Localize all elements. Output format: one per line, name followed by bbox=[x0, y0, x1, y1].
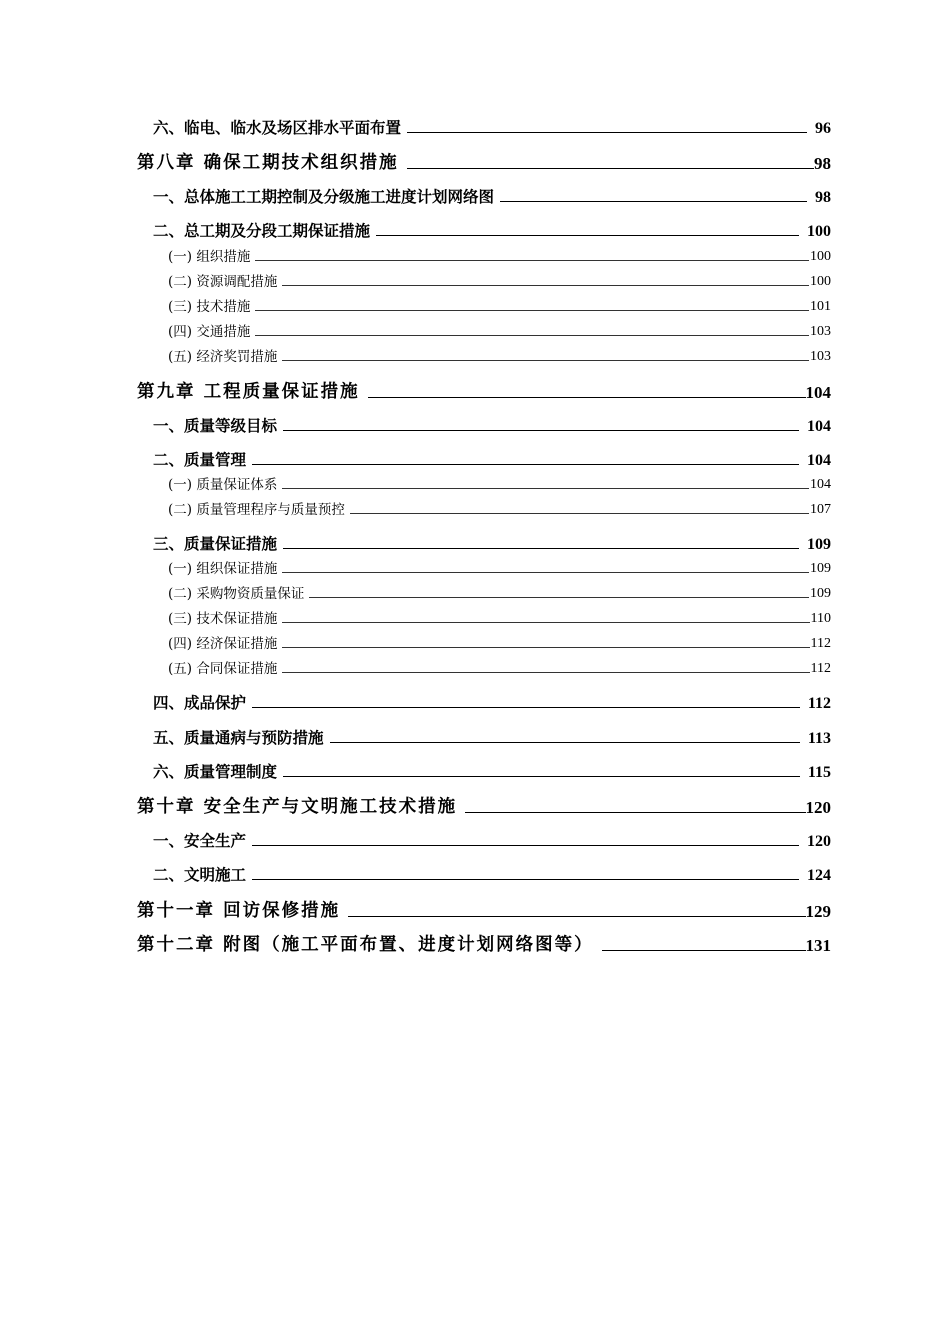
toc-leader-line bbox=[330, 742, 800, 743]
toc-leader-line bbox=[283, 430, 799, 431]
toc-entry[interactable] bbox=[137, 898, 831, 922]
toc-leader-line bbox=[309, 597, 809, 598]
toc-leader-line bbox=[282, 572, 809, 573]
toc-entry-title: 三、质量保证措施 bbox=[153, 535, 278, 553]
toc-leader-line bbox=[252, 464, 799, 465]
toc-entry-title: 一、安全生产 bbox=[153, 832, 247, 850]
toc-entry-title: 第十章 安全生产与文明施工技术措施 bbox=[137, 797, 458, 817]
toc-entry[interactable] bbox=[168, 583, 831, 602]
toc-leader-line bbox=[255, 260, 809, 261]
toc-entry[interactable] bbox=[168, 474, 831, 493]
toc-entry-title: (一) 质量保证体系 bbox=[168, 477, 278, 493]
toc-entry-title: 一、总体施工工期控制及分级施工进度计划网络图 bbox=[153, 188, 495, 206]
toc-entry-title: 二、文明施工 bbox=[153, 866, 247, 884]
toc-entry[interactable] bbox=[168, 558, 831, 577]
toc-entry[interactable] bbox=[168, 346, 831, 365]
toc-page-number: 109 bbox=[807, 536, 831, 553]
toc-leader-line bbox=[602, 950, 806, 951]
toc-entry-title: 第十一章 回访保修措施 bbox=[137, 901, 341, 921]
toc-page-number: 103 bbox=[810, 324, 831, 339]
toc-entry-title: 四、成品保护 bbox=[153, 694, 247, 712]
toc-leader-line bbox=[376, 235, 799, 236]
toc-leader-line bbox=[282, 360, 809, 361]
toc-entry[interactable] bbox=[168, 608, 831, 627]
toc-entry-title: (二) 资源调配措施 bbox=[168, 274, 278, 290]
toc-entry-title: 五、质量通病与预防措施 bbox=[153, 729, 324, 747]
toc-page-number: 100 bbox=[810, 249, 831, 264]
toc-entry[interactable] bbox=[168, 271, 831, 290]
toc-entry[interactable] bbox=[153, 691, 831, 713]
toc-entry[interactable] bbox=[153, 185, 831, 207]
toc-leader-line bbox=[282, 488, 809, 489]
toc-leader-line bbox=[252, 879, 799, 880]
toc-entry-title: 第十二章 附图（施工平面布置、进度计划网络图等） bbox=[137, 935, 594, 955]
toc-entry[interactable] bbox=[168, 658, 831, 677]
toc-entry[interactable] bbox=[153, 532, 831, 554]
toc-page-number: 104 bbox=[810, 477, 831, 492]
toc-entry[interactable] bbox=[168, 499, 831, 518]
toc-entry[interactable] bbox=[153, 219, 831, 241]
toc-page-number: 103 bbox=[810, 349, 831, 364]
toc-entry-title: (四) 经济保证措施 bbox=[168, 636, 278, 652]
toc-leader-line bbox=[252, 707, 800, 708]
toc-entry[interactable] bbox=[137, 932, 831, 956]
toc-page-number: 100 bbox=[810, 274, 831, 289]
toc-leader-line bbox=[465, 812, 805, 813]
toc-leader-line bbox=[500, 201, 807, 202]
toc-leader-line bbox=[407, 132, 807, 133]
toc-page-number: 104 bbox=[807, 452, 831, 469]
toc-entry[interactable] bbox=[153, 726, 831, 748]
toc-page-number: 113 bbox=[807, 730, 831, 747]
toc-entry[interactable] bbox=[153, 829, 831, 851]
toc-page-number: 131 bbox=[805, 936, 831, 955]
toc-leader-line bbox=[282, 647, 809, 648]
toc-leader-line bbox=[252, 845, 799, 846]
toc-page-number: 110 bbox=[810, 611, 831, 626]
toc-page-number: 100 bbox=[807, 223, 831, 240]
toc-entry-title: 第八章 确保工期技术组织措施 bbox=[137, 153, 399, 173]
toc-page-number: 98 bbox=[815, 189, 831, 206]
toc-page-number: 120 bbox=[805, 798, 831, 817]
toc-page-number: 107 bbox=[810, 502, 831, 517]
toc-page-number: 109 bbox=[810, 561, 831, 576]
toc-entry[interactable] bbox=[137, 379, 831, 403]
toc-page-number: 129 bbox=[805, 902, 831, 921]
toc-page-number: 98 bbox=[814, 154, 831, 173]
toc-entry-title: (二) 采购物资质量保证 bbox=[168, 586, 305, 602]
toc-leader-line bbox=[350, 513, 809, 514]
toc-entry[interactable] bbox=[168, 246, 831, 265]
toc-entry[interactable] bbox=[153, 116, 831, 138]
toc-leader-line bbox=[282, 672, 809, 673]
toc-entry-title: (三) 技术措施 bbox=[168, 299, 251, 315]
toc-entry-title: 六、质量管理制度 bbox=[153, 763, 278, 781]
toc-leader-line bbox=[348, 916, 805, 917]
toc-page-number: 104 bbox=[805, 383, 831, 402]
toc-entry-title: 二、质量管理 bbox=[153, 451, 247, 469]
toc-page-number: 112 bbox=[810, 636, 831, 651]
toc-page-number: 96 bbox=[815, 120, 831, 137]
toc-entry-title: 二、总工期及分段工期保证措施 bbox=[153, 222, 371, 240]
toc-leader-line bbox=[282, 622, 809, 623]
toc-leader-line bbox=[368, 397, 806, 398]
toc-entry-title: 六、临电、临水及场区排水平面布置 bbox=[153, 119, 402, 137]
toc-page-number: 104 bbox=[807, 418, 831, 435]
toc-entry[interactable] bbox=[153, 863, 831, 885]
toc-entry-title: (四) 交通措施 bbox=[168, 324, 251, 340]
toc-page-number: 109 bbox=[810, 586, 831, 601]
toc-entry-title: 第九章 工程质量保证措施 bbox=[137, 382, 360, 402]
toc-page-number: 124 bbox=[807, 867, 831, 884]
toc-entry[interactable] bbox=[137, 150, 831, 174]
toc-leader-line bbox=[255, 310, 809, 311]
toc-entry[interactable] bbox=[153, 760, 831, 782]
toc-entry[interactable] bbox=[137, 794, 831, 818]
toc-entry[interactable] bbox=[168, 296, 831, 315]
toc-entry[interactable] bbox=[168, 633, 831, 652]
toc-entry-title: 一、质量等级目标 bbox=[153, 417, 278, 435]
toc-page-number: 112 bbox=[807, 695, 831, 712]
toc-entry-title: (三) 技术保证措施 bbox=[168, 611, 278, 627]
toc-entry-title: (五) 合同保证措施 bbox=[168, 661, 278, 677]
toc-leader-line bbox=[407, 168, 814, 169]
toc-entry[interactable] bbox=[153, 448, 831, 470]
toc-page-number: 120 bbox=[807, 833, 831, 850]
toc-entry-title: (一) 组织保证措施 bbox=[168, 561, 278, 577]
toc-leader-line bbox=[283, 776, 800, 777]
toc-leader-line bbox=[255, 335, 809, 336]
toc-leader-line bbox=[283, 548, 799, 549]
toc-page-number: 112 bbox=[810, 661, 831, 676]
toc-page-number: 115 bbox=[807, 764, 831, 781]
toc-entry[interactable] bbox=[168, 321, 831, 340]
toc-entry[interactable] bbox=[153, 414, 831, 436]
toc-entry-title: (二) 质量管理程序与质量预控 bbox=[168, 502, 345, 518]
toc-entry-title: (一) 组织措施 bbox=[168, 249, 251, 265]
toc-page-number: 101 bbox=[810, 299, 831, 314]
toc-entry-title: (五) 经济奖罚措施 bbox=[168, 349, 278, 365]
toc-leader-line bbox=[282, 285, 809, 286]
